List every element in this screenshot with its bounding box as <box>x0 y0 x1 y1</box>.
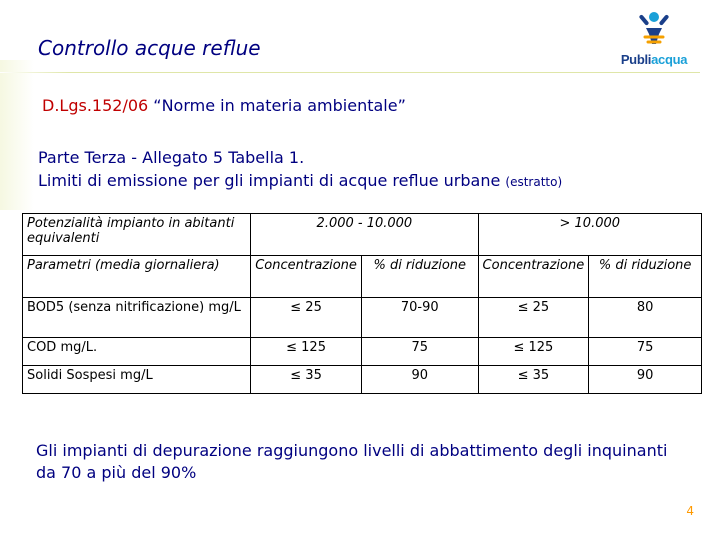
logo-figure-icon <box>616 10 692 54</box>
header-conc-a: Concentrazione <box>251 256 362 298</box>
row-perc-b: 90 <box>589 366 702 394</box>
row-perc-b: 75 <box>589 338 702 366</box>
header-perc-b: % di riduzione <box>589 256 702 298</box>
intro-line-1: Parte Terza - Allegato 5 Tabella 1. <box>38 148 305 167</box>
title-divider <box>0 72 700 73</box>
table-header-row-1 <box>23 214 702 256</box>
row-conc-b: ≤ 35 <box>478 366 589 394</box>
row-conc-a: ≤ 25 <box>251 298 362 338</box>
row-perc-b: 80 <box>589 298 702 338</box>
slide-title: Controllo acque reflue <box>38 36 261 60</box>
intro-line-2-text: Limiti di emissione per gli impianti di acque reflue urbane <box>38 171 501 190</box>
row-perc-a: 75 <box>361 338 478 366</box>
table-header-row-2 <box>23 256 702 298</box>
header-range-b: > 10.000 <box>478 214 701 256</box>
law-reference: D.Lgs.152/06 <box>42 96 149 115</box>
row-conc-b: ≤ 125 <box>478 338 589 366</box>
law-title: “Norme in materia ambientale” <box>153 96 406 115</box>
intro-note: (estratto) <box>505 175 563 189</box>
slide-subtitle <box>42 96 406 115</box>
table-row <box>23 298 702 338</box>
row-param: COD mg/L. <box>23 338 251 366</box>
logo-text-publi: Publi <box>620 52 652 67</box>
emission-limits-table <box>22 213 702 394</box>
intro-line-2 <box>38 169 562 194</box>
row-conc-a: ≤ 125 <box>251 338 362 366</box>
header-range-a: 2.000 - 10.000 <box>251 214 478 256</box>
page-number: 4 <box>686 504 694 518</box>
row-conc-b: ≤ 25 <box>478 298 589 338</box>
row-conc-a: ≤ 35 <box>251 366 362 394</box>
header-conc-b: Concentrazione <box>478 256 589 298</box>
logo-wordmark <box>616 52 692 67</box>
row-perc-a: 90 <box>361 366 478 394</box>
table-row <box>23 338 702 366</box>
row-perc-a: 70-90 <box>361 298 478 338</box>
closing-statement: Gli impianti di depurazione raggiungono livelli di abbattimento degli inquinanti da 70 a più del 90% <box>36 441 668 482</box>
logo-text-acqua: acqua <box>651 52 688 67</box>
decorative-band <box>0 60 34 210</box>
intro-text <box>38 146 562 194</box>
publiacqua-logo <box>616 10 692 72</box>
row-param: Solidi Sospesi mg/L <box>23 366 251 394</box>
header-perc-a: % di riduzione <box>361 256 478 298</box>
header-capacity-label: Potenzialità impianto in abitanti equivalenti <box>23 214 251 256</box>
header-params-label: Parametri (media giornaliera) <box>23 256 251 298</box>
row-param: BOD5 (senza nitrificazione) mg/L <box>23 298 251 338</box>
table-row <box>23 366 702 394</box>
